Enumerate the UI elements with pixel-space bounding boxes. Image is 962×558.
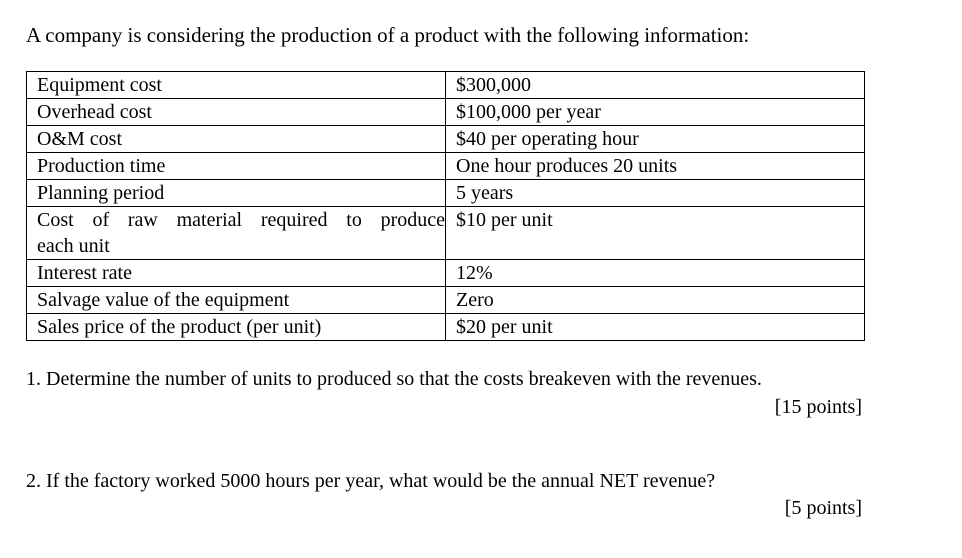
row-label: Production time xyxy=(27,153,446,180)
row-label-multiline xyxy=(27,207,446,260)
row-value: 5 years xyxy=(446,180,865,207)
table-row xyxy=(27,126,865,153)
table-row xyxy=(27,153,865,180)
row-label: Interest rate xyxy=(27,260,446,287)
row-label-line: Cost of raw material required to produce xyxy=(37,209,445,231)
row-value: One hour produces 20 units xyxy=(446,153,865,180)
table-row xyxy=(27,260,865,287)
row-label-line: each unit xyxy=(37,235,110,257)
row-value: Zero xyxy=(446,287,865,314)
row-value: $300,000 xyxy=(446,72,865,99)
table-row xyxy=(27,314,865,341)
info-table xyxy=(26,71,865,341)
row-label: Planning period xyxy=(27,180,446,207)
row-value: $10 per unit xyxy=(446,207,865,260)
table-row xyxy=(27,99,865,126)
row-label: Salvage value of the equipment xyxy=(27,287,446,314)
question-2-points: [5 points] xyxy=(784,497,862,519)
row-label: Equipment cost xyxy=(27,72,446,99)
table-row xyxy=(27,207,865,260)
row-value: 12% xyxy=(446,260,865,287)
question-1-text: 1. Determine the number of units to produced so that the costs breakeven with the revenues. xyxy=(26,368,762,390)
question-1-points: [15 points] xyxy=(774,396,862,418)
question-2-text: 2. If the factory worked 5000 hours per year, what would be the annual NET revenue? xyxy=(26,470,716,492)
intro-text: A company is considering the production of a product with the following information: xyxy=(26,23,750,47)
row-value: $40 per operating hour xyxy=(446,126,865,153)
table-row xyxy=(27,287,865,314)
row-label: Overhead cost xyxy=(27,99,446,126)
row-label: O&M cost xyxy=(27,126,446,153)
row-value: $20 per unit xyxy=(446,314,865,341)
table-row xyxy=(27,180,865,207)
row-label: Sales price of the product (per unit) xyxy=(27,314,446,341)
table-row xyxy=(27,72,865,99)
row-value: $100,000 per year xyxy=(446,99,865,126)
